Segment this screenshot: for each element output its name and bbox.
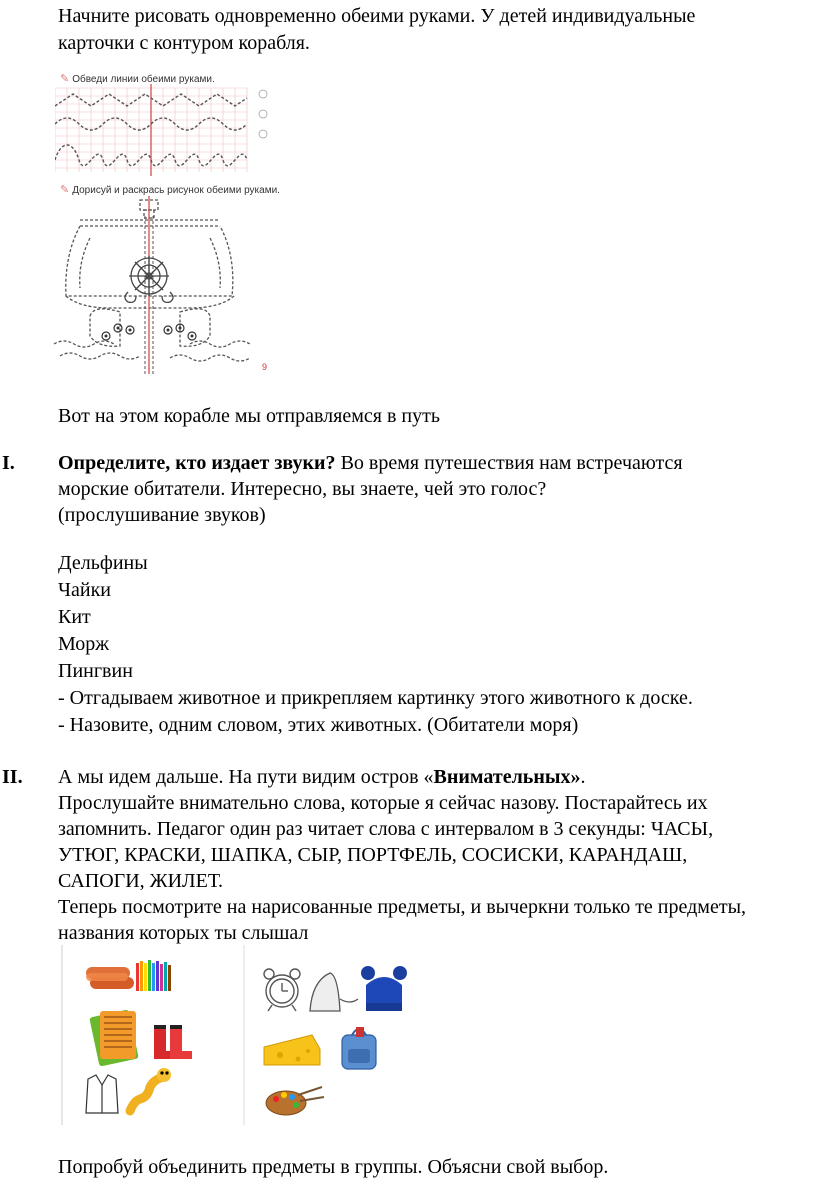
list-item: Морж — [58, 633, 110, 655]
section-1-line-2: морские обитатели. Интересно, вы знаете, чей это голос? — [58, 478, 547, 500]
boots-icon — [154, 1025, 192, 1059]
vest-icon — [86, 1075, 118, 1113]
worksheet-title-2: ✎ Дорисуй и раскрась рисунок обеими руками. — [60, 184, 280, 196]
list-item: Кит — [58, 606, 91, 628]
section-2-line-2: Прослушайте внимательно слова, которые я сейчас назову. Постарайтесь их — [58, 792, 708, 814]
sausages-icon — [86, 967, 134, 989]
list-item: Пингвин — [58, 660, 133, 682]
cheese-icon — [264, 1035, 320, 1065]
ship-outline-figure — [50, 196, 270, 374]
section-1-note-1: - Отгадываем животное и прикрепляем картинку этого животного к доске. — [58, 687, 693, 709]
section-1-line-1: Определите, кто издает звуки? Во время путешествия нам встречаются — [58, 452, 683, 474]
alarm-clock-icon — [264, 969, 300, 1011]
pencils-icon — [136, 960, 171, 991]
section-2-line-6: Теперь посмотрите на нарисованные предметы, и вычеркни только те предметы, — [58, 896, 747, 918]
pencil-icon: ✎ — [60, 184, 70, 196]
section-2-line-5: САПОГИ, ЖИЛЕТ. — [58, 870, 224, 892]
notebook-icon — [89, 1009, 139, 1066]
intro-line-2: карточки с контуром корабля. — [58, 32, 310, 54]
section-1-number: I. — [2, 452, 15, 474]
hat-icon — [361, 966, 407, 1011]
tracing-lines-figure — [55, 84, 275, 176]
section-2-line-1: А мы идем дальше. На пути видим остров «Внимательных». — [58, 766, 586, 788]
section-2-line-4: УТЮГ, КРАСКИ, ШАПКА, СЫР, ПОРТФЕЛЬ, СОСИСКИ, КАРАНДАШ, — [58, 844, 688, 866]
worksheet-page-number: 9 — [262, 362, 268, 372]
palette-icon — [266, 1087, 324, 1115]
final-task-line: Попробуй объединить предметы в группы. Объясни свой выбор. — [58, 1156, 609, 1178]
section-2-line-3: запомнить. Педагог один раз читает слова с интервалом в 3 секунды: ЧАСЫ, — [58, 818, 714, 840]
list-item: Чайки — [58, 579, 111, 601]
ship-caption: Вот на этом корабле мы отправляемся в путь — [58, 405, 440, 427]
intro-line-1: Начните рисовать одновременно обеими руками. У детей индивидуальные — [58, 5, 696, 27]
pencil-icon: ✎ — [60, 73, 70, 85]
section-2-line-7: названия которых ты слышал — [58, 922, 309, 944]
objects-picture — [60, 945, 440, 1125]
backpack-icon — [342, 1027, 376, 1069]
section-1-line-3: (прослушивание звуков) — [58, 504, 266, 526]
worksheet-title-1: ✎ Обведи линии обеими руками. — [60, 73, 215, 85]
iron-icon — [310, 973, 358, 1011]
section-1-note-2: - Назовите, одним словом, этих животных. (Обитатели моря) — [58, 714, 579, 736]
section-2-number: II. — [2, 766, 23, 788]
caterpillar-icon — [130, 1068, 171, 1111]
list-item: Дельфины — [58, 552, 148, 574]
